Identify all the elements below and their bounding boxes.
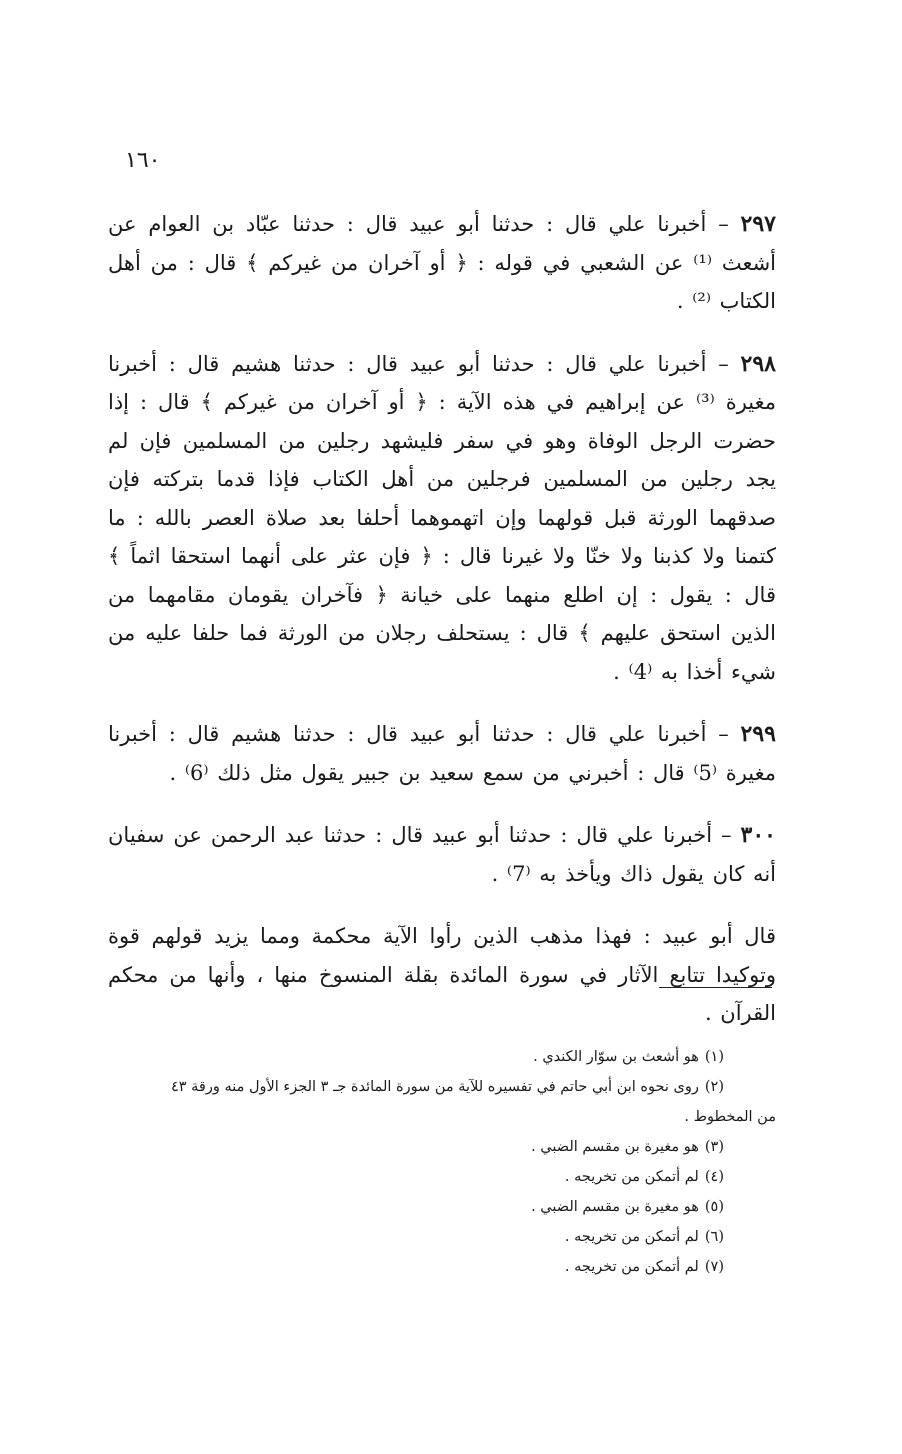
footnote-text: لم أتمكن من تخريجه . (564, 1229, 699, 1245)
footnote (108, 1072, 776, 1102)
footnote (108, 1162, 776, 1192)
paragraph-300 (108, 816, 776, 893)
page-number: ١٦٠ (125, 148, 161, 173)
footnote-number: (٤) (704, 1169, 724, 1185)
footnote-number: (١) (704, 1049, 724, 1065)
paragraph-text: – أخبرنا علي قال : حدثنا أبو عبيد قال : حدثنا عبد الرحمن عن سفيان أنه كان يقول ذاك ويأخذ به ⁽7⁾ . (108, 823, 776, 886)
paragraph-number: ٣٠٠ (740, 822, 776, 848)
paragraph-number: ٢٩٧ (740, 211, 776, 237)
footnote-number: (٣) (704, 1139, 724, 1155)
paragraph-text: – أخبرنا علي قال : حدثنا أبو عبيد قال : حدثنا عبّاد بن العوام عن أشعث ⁽¹⁾ عن الشعبي في قوله : ﴿ أو آخران من غيركم ﴾ قال : من أهل الكتاب ⁽²⁾ . (108, 212, 777, 313)
footnote-text: لم أتمكن من تخريجه . (564, 1259, 699, 1275)
paragraph-text: – أخبرنا علي قال : حدثنا أبو عبيد قال : حدثنا هشيم قال : أخبرنا مغيرة ⁽5⁾ قال : أخبرني من سمع سعيد بن جبير يقول مثل ذلك ⁽6⁾ . (108, 722, 776, 785)
paragraph-number: ٢٩٩ (740, 721, 776, 747)
footnote-text: هو مغيرة بن مقسم الضبي . (531, 1139, 699, 1155)
footnote-text: من المخطوط . (684, 1109, 776, 1125)
footnote-number: (٧) (704, 1259, 724, 1275)
paragraph-299 (108, 715, 776, 792)
footnote (108, 1132, 776, 1162)
footnote (108, 1222, 776, 1252)
footnote-divider (659, 987, 772, 988)
footnote (108, 1042, 776, 1072)
footnotes (108, 1042, 776, 1282)
footnote-text: لم أتمكن من تخريجه . (564, 1169, 699, 1185)
closing-paragraph: قال أبو عبيد : فهذا مذهب الذين رأوا الآية محكمة ومما يزيد قولهم قوة وتوكيدا تتابع الآثار في سورة المائدة بقلة المنسوخ منها ، وأنها من محكم القرآن . (108, 924, 776, 1025)
footnote-continuation (108, 1102, 776, 1132)
footnote-number: (٦) (704, 1229, 724, 1245)
paragraph-text: – أخبرنا علي قال : حدثنا أبو عبيد قال : حدثنا هشيم قال : أخبرنا مغيرة ⁽³⁾ عن إبراهيم في هذه الآية : ﴿ أو آخران من غيركم ﴾ قال : إذا حضرت الرجل الوفاة وهو في سفر فليشهد رجلين من المسلمين فإن لم يجد رجلين من المسلمين فرجلين من أهل الكتاب فإذا قدما بتركته فإن صدقهما الورثة قبل قولهما وإن اتهموهما أحلفا بعد صلاة العصر بالله : ما كتمنا ولا كذبنا ولا خنّا ولا غيرنا قال : ﴿ فإن عثر على أنهما استحقا اثماً ﴾ قال : يقول : إن اطلع منهما على خيانة ﴿ فآخران يقومان مقامهما من الذين استحق عليهم ﴾ قال : يستحلف رجلان من الورثة فما حلفا عليه من شيء أخذا به ⁽4⁾ . (108, 351, 777, 684)
footnote-number: (٢) (704, 1079, 724, 1095)
footnote (108, 1192, 776, 1222)
paragraph-number: ٢٩٨ (740, 350, 776, 377)
footnote (108, 1252, 776, 1282)
footnote-text: هو مغيرة بن مقسم الضبي . (531, 1199, 699, 1215)
footnote-text: هو أشعث بن سوّار الكندي . (533, 1049, 699, 1065)
paragraph-298 (108, 345, 776, 692)
footnote-text: روى نحوه ابن أبي حاتم في تفسيره للآية من سورة المائدة جـ ٣ الجزء الأول منه ورقة ٤٣ (170, 1079, 699, 1095)
footnote-number: (٥) (704, 1199, 724, 1215)
paragraph-297 (108, 205, 776, 321)
main-text (108, 205, 776, 1057)
